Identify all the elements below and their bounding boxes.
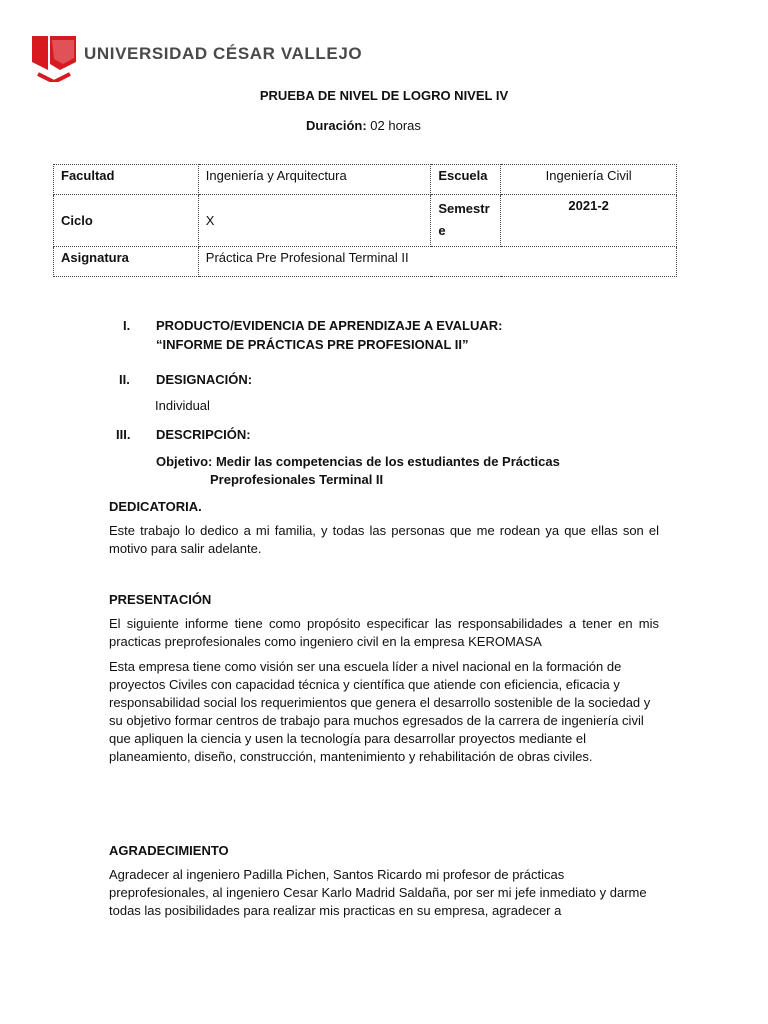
asignatura-value: Práctica Pre Profesional Terminal II (198, 247, 676, 277)
section-1-subtitle: “INFORME DE PRÁCTICAS PRE PROFESIONAL II” (156, 337, 469, 352)
university-logo-icon (30, 32, 78, 82)
duration-value: 02 horas (366, 118, 421, 133)
agradecimiento-heading: AGRADECIMIENTO (109, 843, 229, 858)
section-2-title: DESIGNACIÓN: (156, 372, 253, 387)
dedicatoria-heading: DEDICATORIA. (109, 499, 202, 514)
university-name: UNIVERSIDAD CÉSAR VALLEJO (84, 44, 363, 63)
table-row (54, 247, 677, 277)
section-3-title: DESCRIPCIÓN: (156, 427, 251, 442)
section-1-title: PRODUCTO/EVIDENCIA DE APRENDIZAJE A EVALUAR: (156, 318, 503, 333)
course-info-table (53, 164, 677, 277)
presentacion-heading: PRESENTACIÓN (109, 592, 212, 607)
duration (306, 118, 421, 133)
table-row (54, 165, 677, 195)
semestre-label: Semestre (431, 195, 501, 247)
agradecimiento-text: Agradecer al ingeniero Padilla Pichen, Santos Ricardo mi profesor de prácticas preprofesionales, al ingeniero Cesar Karlo Madrid Saldaña, por ser mi jefe inmediato y darme todas las posibilidades para realizar mis practicas en su empresa, agradecer a (109, 867, 647, 918)
designation-value: Individual (155, 398, 210, 413)
section-3-number: III. (116, 427, 131, 442)
facultad-label: Facultad (54, 165, 199, 195)
presentacion-paragraph-2: Esta empresa tiene como visión ser una escuela líder a nivel nacional en la formación de proyectos Civiles con capacidad técnica y científica que atiende con eficiencia, eficacia y responsabilidad social los requerimientos que genera el desarrollo sostenible de la sociedad y su objetivo formar centros de trabajo para muchos egresados de la carrera de ingeniería civil que apliquen la ciencia y usen la tecnología para desarrollar proyectos mediante el planeamiento, diseño, construcción, mantenimiento y rehabilitación de obras civiles. (109, 659, 651, 764)
section-1-number: I. (123, 318, 131, 333)
dedicatoria-text: Este trabajo lo dedico a mi familia, y todas las personas que me rodean ya que ellas son el motivo para salir adelante. (109, 523, 659, 556)
ciclo-value: X (198, 195, 431, 247)
ciclo-label: Ciclo (54, 195, 199, 247)
semestre-value: 2021-2 (501, 195, 677, 247)
facultad-value: Ingeniería y Arquitectura (198, 165, 431, 195)
table-row (54, 195, 677, 247)
objective-line-1: Objetivo: Medir las competencias de los estudiantes de Prácticas (156, 454, 560, 469)
duration-label: Duración: (306, 118, 367, 133)
exam-title: PRUEBA DE NIVEL DE LOGRO NIVEL IV (259, 88, 509, 103)
objective-line-2: Preprofesionales Terminal II (210, 472, 384, 487)
presentacion-paragraph-1: El siguiente informe tiene como propósito especificar las responsabilidades a tener en mis practicas preprofesionales como ingeniero civil en la empresa KEROMASA (109, 616, 659, 649)
escuela-value: Ingeniería Civil (501, 165, 677, 195)
section-2-number: II. (119, 372, 130, 387)
asignatura-label: Asignatura (54, 247, 199, 277)
escuela-label: Escuela (431, 165, 501, 195)
